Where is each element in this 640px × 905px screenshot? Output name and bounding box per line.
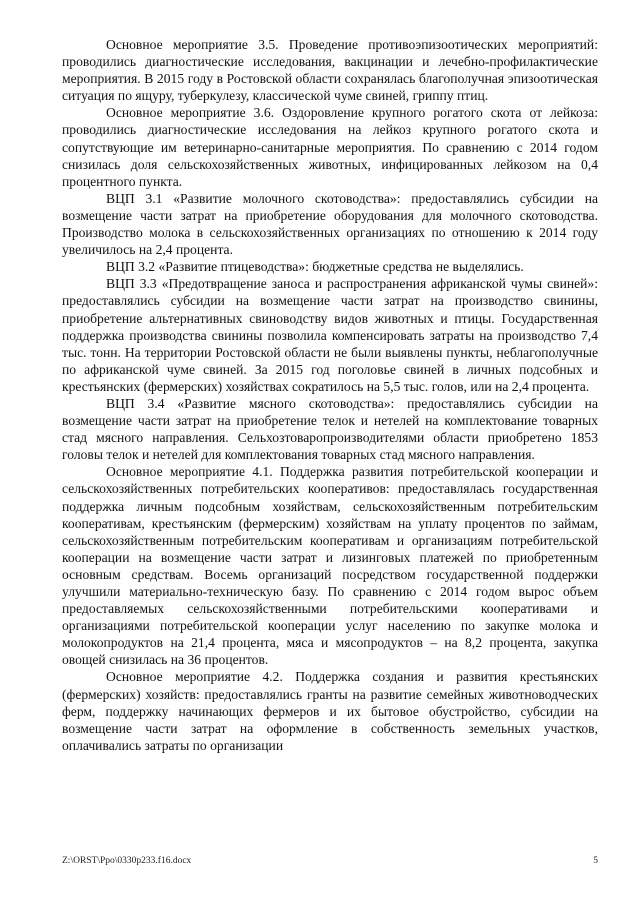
paragraph-measure-3-5: Основное мероприятие 3.5. Проведение противоэпизоотических мероприятий: проводились диагностические исследования, вакцинации и лечебно-профилактические мероприятия. В 2015 году в Ростовской области сохранялась благополучная эпизоотическая ситуация по ящуру, туберкулезу, классической чуме свиней, гриппу птиц. (62, 37, 598, 104)
paragraph-vcp-3-4: ВЦП 3.4 «Развитие мясного скотоводства»: предоставлялись субсидии на возмещение части затрат на приобретение телок и нетелей на комплектование товарных стад мясного направления. Сельхозтоваропроизводителями области приобретено 1853 головы телок и нетелей для комплектования товарных стад мясного направления. (62, 395, 598, 463)
footer-page-number: 5 (593, 856, 598, 866)
footer-file-path: Z:\ORST\Ppo\0330p233.f16.docx (62, 856, 192, 866)
paragraph-measure-4-2: Основное мероприятие 4.2. Поддержка создания и развития крестьянских (фермерских) хозяйств: предоставлялись гранты на развитие семейных животноводческих ферм, поддержку начинающих фермеров и их бытовое обустройство, субсидии на возмещение части затрат на оформление в собственность земельных участков, оплачивались затраты по организации (62, 669, 598, 753)
paragraph-measure-3-6: Основное мероприятие 3.6. Оздоровление крупного рогатого скота от лейкоза: проводились диагностические исследования на лейкоз крупного рогатого скота и сопутствующие им ветеринарно-санитарные мероприятия. По сравнению с 2014 годом снизилась доля сельскохозяйственных животных, инфицированных лейкозом на 0,4 процентного пункта. (62, 105, 598, 189)
paragraph-vcp-3-3: ВЦП 3.3 «Предотвращение заноса и распространения африканской чумы свиней»: предоставлялись субсидии на возмещение части затрат на производство свинины, приобретение альтернативных свиноводству видов животных и птицы. Государственная поддержка производства свинины позволила компенсировать затраты на производство 7,4 тыс. тонн. На территории Ростовской области не были выявлены пункты, неблагополучные по африканской чуме свиней. За 2015 год поголовье свиней в личных подсобных и крестьянских (фермерских) хозяйствах сократилось на 5,5 тыс. голов, или на 2,4 процента. (62, 276, 598, 394)
paragraph-measure-4-1: Основное мероприятие 4.1. Поддержка развития потребительской кооперации и сельскохозяйственных потребительских кооперативов: предоставлялась государственная поддержка личным подсобным хозяйствам, сельскохозяйственным потребительским кооперативам, крестьянским (фермерским) хозяйствам на уплату процентов по займам, сельскохозяйственным потребительским кооперативам и организациям потребительской кооперации на возмещение части затрат и лизинговых платежей по приобретенным основным средствам. Восемь организаций посредством государственной поддержки улучшили материально-техническую базу. По сравнению с 2014 годом вырос объем предоставляемых сельскохозяйственными потребительскими кооперативами и организациями потребительской кооперации услуг населению по закупке молока и молокопродуктов на 21,4 процента, мяса и мясопродуктов – на 8,2 процента, закупка овощей снизилась на 36 процентов. (62, 464, 598, 668)
paragraph-vcp-3-1: ВЦП 3.1 «Развитие молочного скотоводства»: предоставлялись субсидии на возмещение части затрат на приобретение оборудования для молочного скотоводства. Производство молока в сельскохозяйственных организациях по отношению к 2014 году увеличилось на 2,4 процента. (62, 190, 598, 258)
paragraph-vcp-3-2: ВЦП 3.2 «Развитие птицеводства»: бюджетные средства не выделялись. (106, 259, 524, 275)
document-page (62, 36, 598, 754)
